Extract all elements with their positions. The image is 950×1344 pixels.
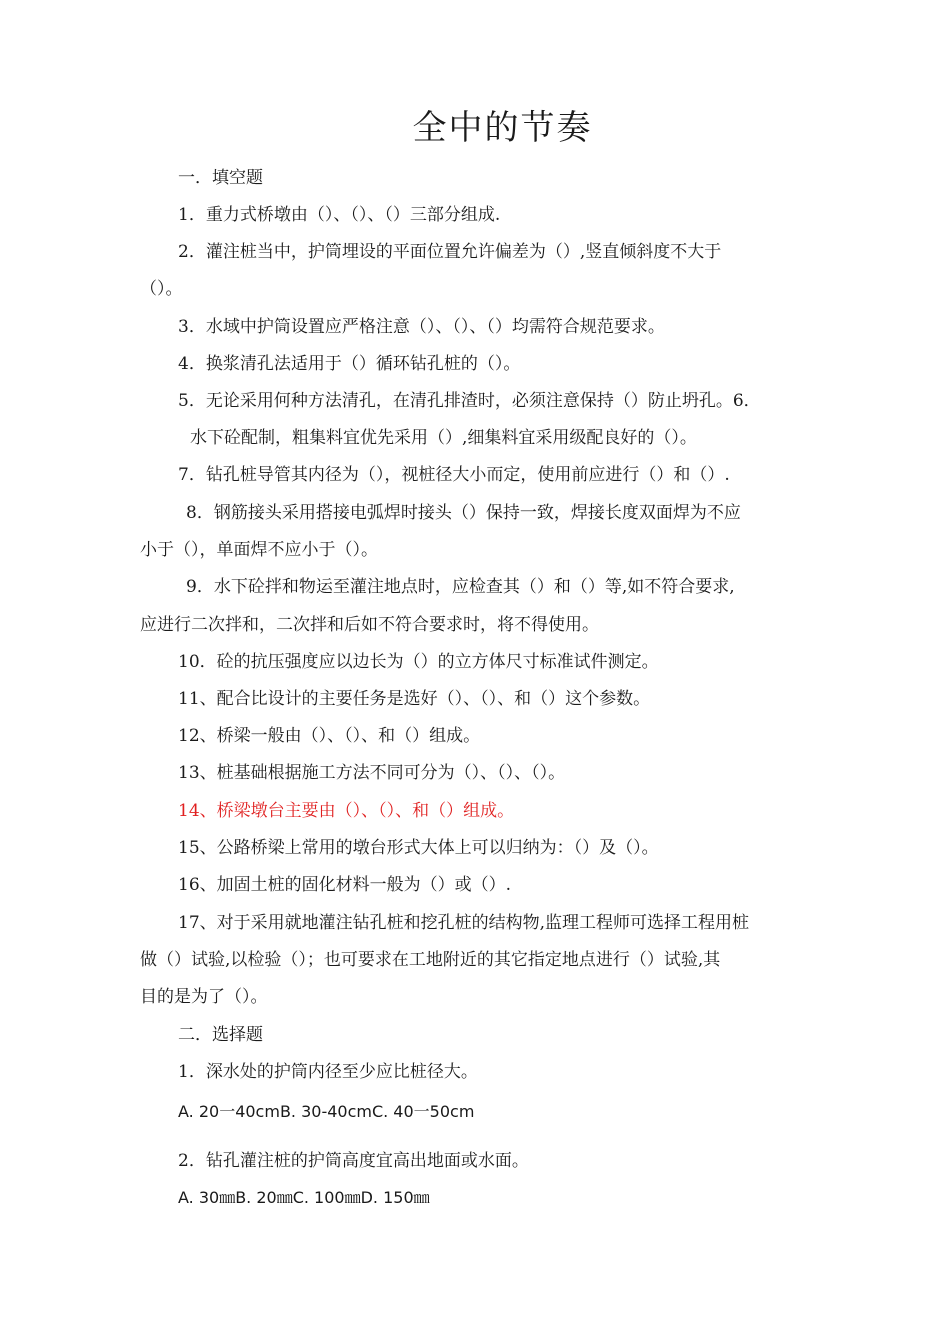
question-4: 4．换浆清孔法适用于（）循环钻孔桩的（）。 [178, 354, 521, 374]
section-heading-choice: 二．选择题 [178, 1025, 263, 1045]
question-8-line-1: 8．钢筋接头采用搭接电弧焊时接头（）保持一致，焊接长度双面焊为不应 [186, 503, 741, 523]
question-6-line: 水下砼配制，粗集料宜优先采用（）,细集料宜采用级配良好的（）。 [190, 428, 697, 448]
question-9-line-1: 9．水下砼拌和物运至灌注地点时，应检查其（）和（）等,如不符合要求, [186, 577, 735, 597]
choice-question-1: 1．深水处的护筒内径至少应比桩径大。 [178, 1062, 478, 1082]
question-16: 16、加固土桩的固化材料一般为（）或（）. [178, 875, 512, 895]
question-17-line-1: 17、对于采用就地灌注钻孔桩和挖孔桩的结构物,监理工程师可选择工程用桩 [178, 913, 750, 933]
question-2-line-1: 2．灌注桩当中，护筒埋设的平面位置允许偏差为（）,竖直倾斜度不大于 [178, 242, 722, 262]
choice-question-2-options: A. 30㎜B. 20㎜C. 100㎜D. 150㎜ [178, 1188, 430, 1207]
question-13: 13、桩基础根据施工方法不同可分为（）、（）、（）。 [178, 763, 566, 783]
question-7: 7．钻孔桩导管其内径为（），视桩径大小而定，使用前应进行（）和（）. [178, 465, 730, 485]
question-10: 10．砼的抗压强度应以边长为（）的立方体尺寸标准试件测定。 [178, 652, 659, 672]
question-12: 12、桥梁一般由（）、（）、和（）组成。 [178, 726, 481, 746]
question-5-line-1: 5．无论采用何种方法清孔，在清孔排渣时，必须注意保持（）防止坍孔。6． [178, 391, 761, 411]
question-8-line-2: 小于（），单面焊不应小于（）。 [140, 540, 378, 560]
question-17-line-2: 做（）试验,以检验（）；也可要求在工地附近的其它指定地点进行（）试验,其 [140, 950, 721, 970]
question-11: 11、配合比设计的主要任务是选好（）、（）、和（）这个参数。 [178, 689, 651, 709]
question-9-line-2: 应进行二次拌和，二次拌和后如不符合要求时，将不得使用。 [140, 615, 599, 635]
question-17-line-3: 目的是为了（）。 [140, 987, 268, 1007]
question-1: 1．重力式桥墩由（）、（）、（）三部分组成. [178, 205, 501, 225]
question-3: 3．水域中护筒设置应严格注意（）、（）、（）均需符合规范要求。 [178, 317, 665, 337]
question-14-highlighted: 14、桥梁墩台主要由（）、（）、和（）组成。 [178, 801, 515, 821]
choice-question-2: 2．钻孔灌注桩的护筒高度宜高出地面或水面。 [178, 1151, 529, 1171]
question-15: 15、公路桥梁上常用的墩台形式大体上可以归纳为：（）及（）。 [178, 838, 659, 858]
section-heading-fill-in: 一．填空题 [178, 168, 263, 188]
page-title: 全中的节奏 [412, 108, 593, 148]
choice-question-1-options: A. 20一40cmB. 30-40cmC. 40一50cm [178, 1102, 475, 1121]
question-2-line-2: （）。 [140, 279, 183, 299]
